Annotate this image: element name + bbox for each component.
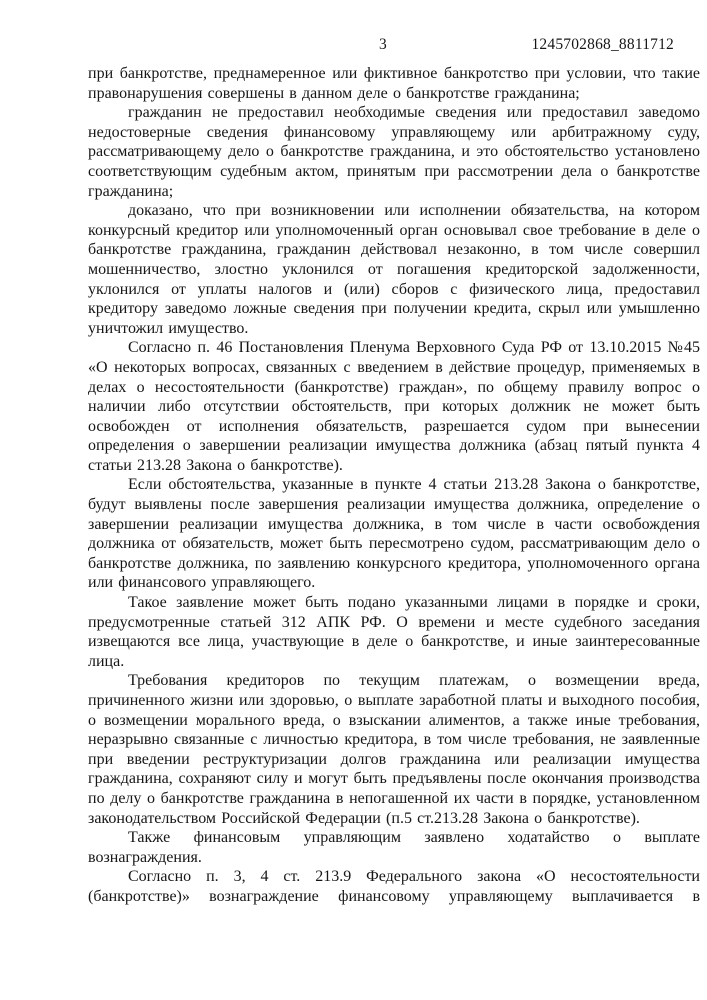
paragraph: Согласно п. 3, 4 ст. 213.9 Федерального закона «О несостоятельности (банкротстве)» вознаграждение финансовому управляющему выплачивается в: [88, 868, 700, 905]
paragraph: Если обстоятельства, указанные в пункте 4 статьи 213.28 Закона о банкротстве, будут выявлены после завершения реализации имущества должника, определение о завершении реализации имущества должника, в том числе в части освобождения должника от обязательств, может быть пересмотрено судом, рассматривающим дело о банкротстве должника, по заявлению конкурсного кредитора, уполномоченного органа или финансового управляющего.: [88, 476, 700, 592]
document-body: [88, 64, 700, 907]
page-number: 3: [378, 36, 388, 53]
paragraph: при банкротстве, преднамеренное или фиктивное банкротство при условии, что такие правонарушения совершены в данном деле о банкротстве гражданина;: [88, 65, 700, 102]
paragraph: доказано, что при возникновении или исполнении обязательства, на котором конкурсный кредитор или уполномоченный орган основывал свое требование в деле о банкротстве гражданина, гражданин действовал незаконно, в том числе совершил мошенничество, злостно уклонился от погашения кредиторской задолженности, уклонился от уплаты налогов и (или) сборов с физического лица, предоставил кредитору заведомо ложные сведения при получении кредита, скрыл или умышленно уничтожил имущество.: [88, 202, 700, 337]
paragraph: Такое заявление может быть подано указанными лицами в порядке и сроки, предусмотренные статьей 312 АПК РФ. О времени и месте судебного заседания извещаются все лица, участвующие в деле о банкротстве, и иные заинтересованные лица.: [88, 594, 700, 670]
document-number: 1245702868_8811712: [531, 36, 674, 53]
paragraph: Также финансовым управляющим заявлено ходатайство о выплате вознаграждения.: [88, 829, 700, 866]
paragraph: гражданин не предоставил необходимые сведения или предоставил заведомо недостоверные сведения финансовому управляющему или арбитражному суду, рассматривающему дело о банкротстве гражданина, и это обстоятельство установлено соответствующим судебным актом, принятым при рассмотрении дела о банкротстве гражданина;: [88, 104, 700, 200]
page-header: [88, 36, 700, 56]
paragraph: Требования кредиторов по текущим платежам, о возмещении вреда, причиненного жизни или здоровью, о выплате заработной платы и выходного пособия, о возмещении морального вреда, о взыскании алиментов, а также иные требования, неразрывно связанные с личностью кредитора, в том числе требования, не заявленные при введении реструктуризации долгов гражданина или реализации имущества гражданина, сохраняют силу и могут быть предъявлены после окончания производства по делу о банкротстве гражданина в непогашенной их части в порядке, установленном законодательством Российской Федерации (п.5 ст.213.28 Закона о банкротстве).: [88, 672, 700, 827]
paragraph: Согласно п. 46 Постановления Пленума Верховного Суда РФ от 13.10.2015 №45 «О некоторых вопросах, связанных с введением в действие процедур, применяемых в делах о несостоятельности (банкротстве) граждан», по общему правилу вопрос о наличии либо отсутствии обстоятельств, при которых должник не может быть освобожден от исполнения обязательств, разрешается судом при вынесении определения о завершении реализации имущества должника (абзац пятый пункта 4 статьи 213.28 Закона о банкротстве).: [88, 339, 700, 474]
